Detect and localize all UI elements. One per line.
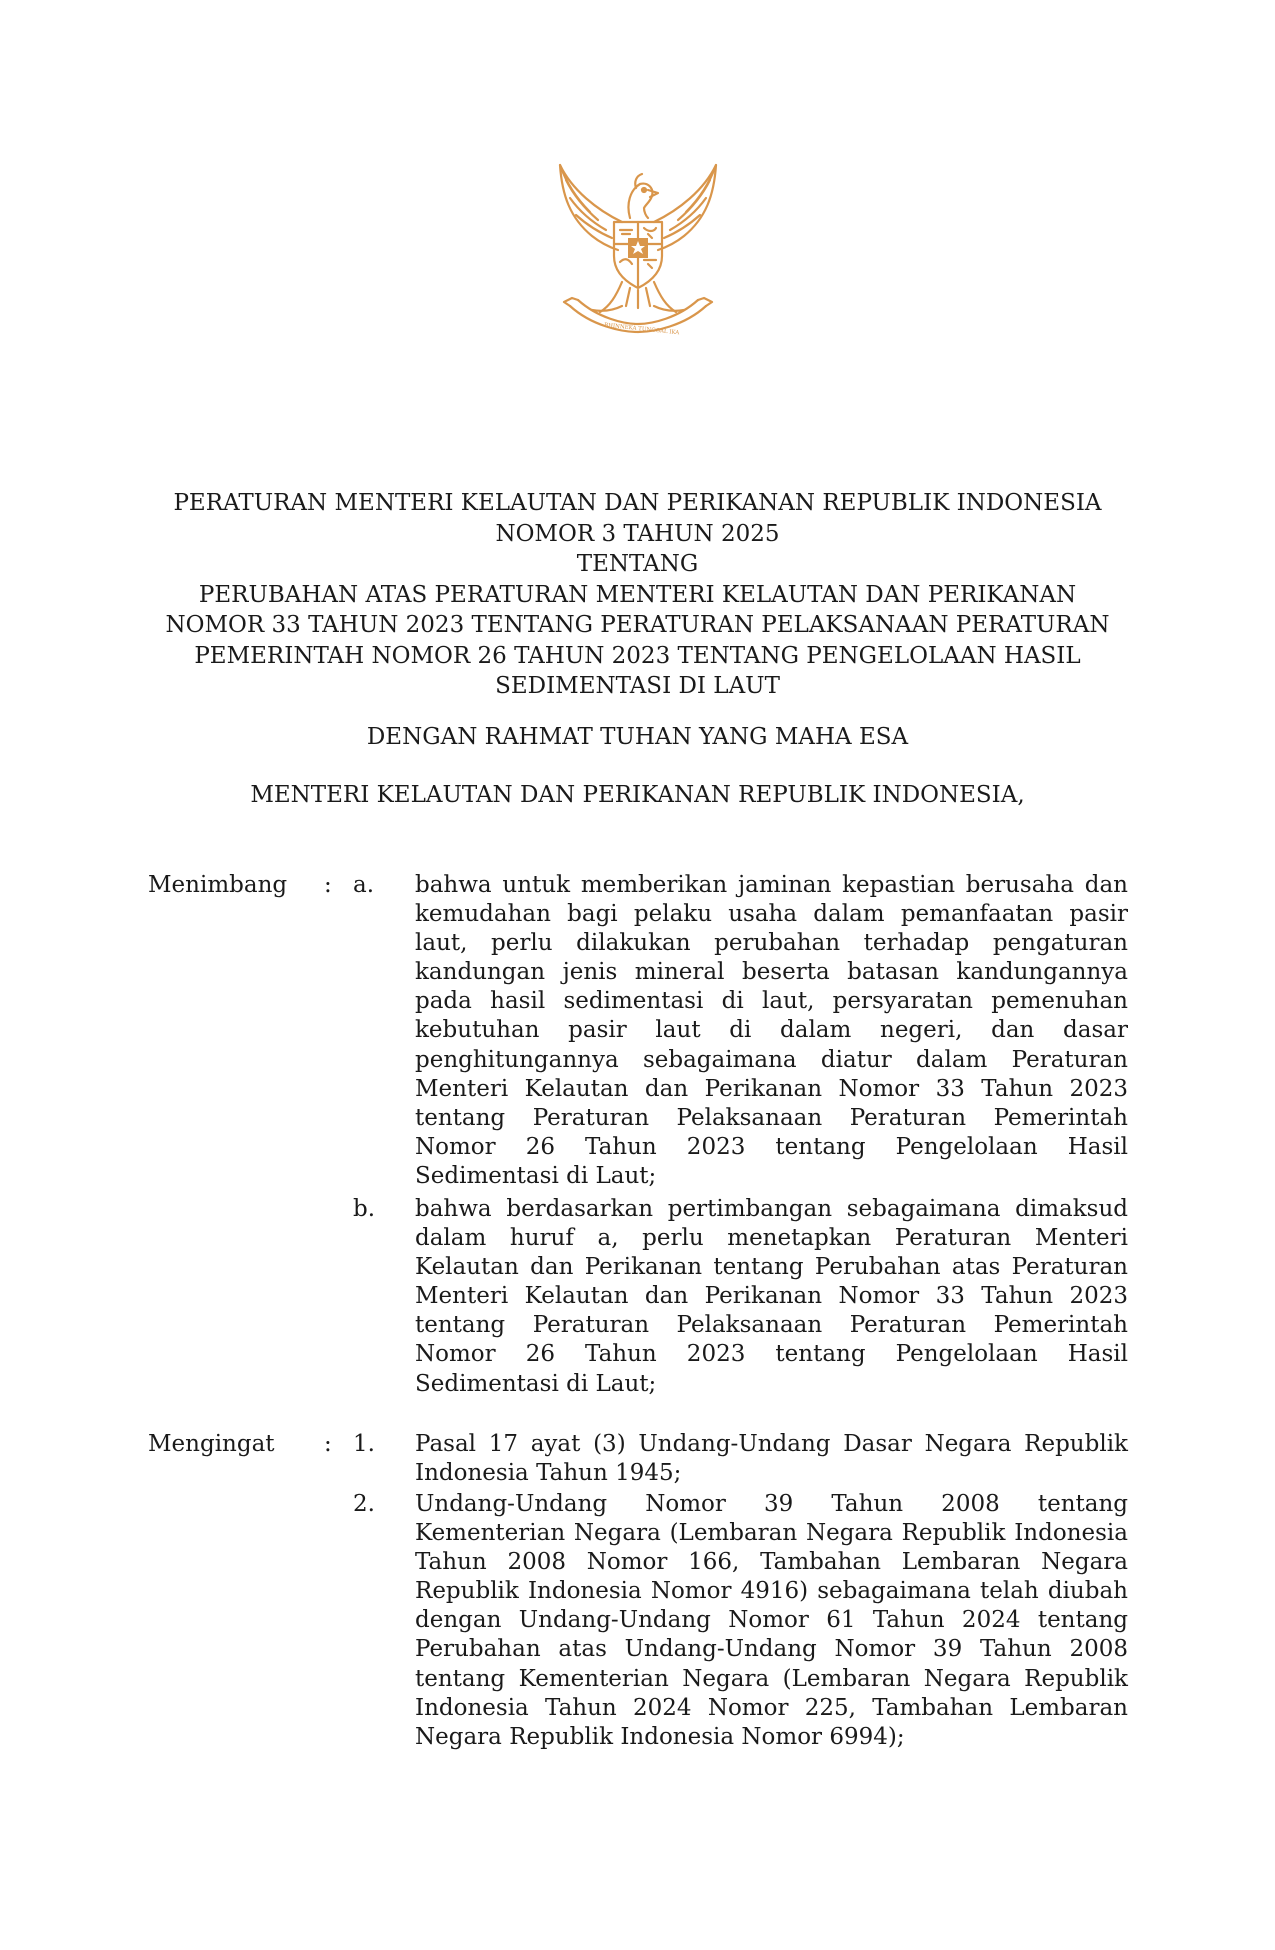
title-line: NOMOR 3 TAHUN 2025 (495, 520, 780, 547)
invocation: DENGAN RAHMAT TUHAN YANG MAHA ESA (366, 724, 909, 750)
menimbang-label: Menimbang (148, 872, 288, 898)
menimbang-item-a: bahwa untuk memberikan jaminan kepastian berusaha dan kemudahan bagi pelaku usaha dalam pemanfaatan pasir laut, perlu dilakukan perubahan terhadap pengaturan kandungan jenis mineral beserta batasan kandungannya pada hasil sedimentasi di laut, persyaratan pemenuhan kebutuhan pasir laut di dalam negeri, dan dasar penghitungannya sebagaimana diatur dalam Peraturan Menteri Kelautan dan Perikanan Nomor 33 Tahun 2023 tentang Peraturan Pelaksanaan Peraturan Pemerintah Nomor 26 Tahun 2023 tentang Pengelolaan Hasil Sedimentasi di Laut; (415, 872, 1128, 1189)
mengingat-item-2: Undang-Undang Nomor 39 Tahun 2008 tentang Kementerian Negara (Lembaran Negara Republik Indonesia Tahun 2008 Nomor 166, Tambahan Lembaran Negara Republik Indonesia Nomor 4916) sebagaimana telah diubah dengan Undang-Undang Nomor 61 Tahun 2024 tentang Perubahan atas Undang-Undang Nomor 39 Tahun 2008 tentang Kementerian Negara (Lembaran Negara Republik Indonesia Tahun 2024 Nomor 225, Tambahan Lembaran Negara Republik Indonesia Nomor 6994); (415, 1491, 1128, 1750)
menimbang-colon: : (324, 872, 332, 898)
issuer: MENTERI KELAUTAN DAN PERIKANAN REPUBLIK INDONESIA, (250, 782, 1025, 808)
title-line: PERATURAN MENTERI KELAUTAN DAN PERIKANAN REPUBLIK INDONESIA (173, 490, 1102, 516)
svg-text:BHINNEKA TUNGGAL IKA: BHINNEKA TUNGGAL IKA (603, 322, 680, 337)
title-line: SEDIMENTASI DI LAUT (495, 673, 780, 699)
mengingat-marker-1: 1. (353, 1431, 375, 1457)
mengingat-item-1: Pasal 17 ayat (3) Undang-Undang Dasar Negara Republik Indonesia Tahun 1945; (415, 1431, 1128, 1487)
mengingat-marker-2: 2. (353, 1491, 375, 1517)
title-line: PEMERINTAH NOMOR 26 TAHUN 2023 TENTANG PENGELOLAAN HASIL (194, 642, 1081, 669)
title-line: NOMOR 33 TAHUN 2023 TENTANG PERATURAN PELAKSANAAN PERATURAN (165, 612, 1110, 638)
garuda-emblem-icon (552, 160, 724, 338)
menimbang-marker-b: b. (353, 1196, 376, 1222)
title-line: TENTANG (576, 551, 699, 577)
menimbang-item-b: bahwa berdasarkan pertimbangan sebagaimana dimaksud dalam huruf a, perlu menetapkan Peraturan Menteri Kelautan dan Perikanan tentang Perubahan atas Peraturan Menteri Kelautan dan Perikanan Nomor 33 Tahun 2023 tentang Peraturan Pelaksanaan Peraturan Pemerintah Nomor 26 Tahun 2023 tentang Pengelolaan Hasil Sedimentasi di Laut; (415, 1196, 1128, 1397)
menimbang-marker-a: a. (353, 872, 375, 898)
mengingat-label: Mengingat (148, 1431, 275, 1457)
title-line: PERUBAHAN ATAS PERATURAN MENTERI KELAUTAN DAN PERIKANAN (198, 581, 1077, 608)
regulation-title (100, 488, 1175, 702)
mengingat-colon: : (324, 1431, 332, 1457)
